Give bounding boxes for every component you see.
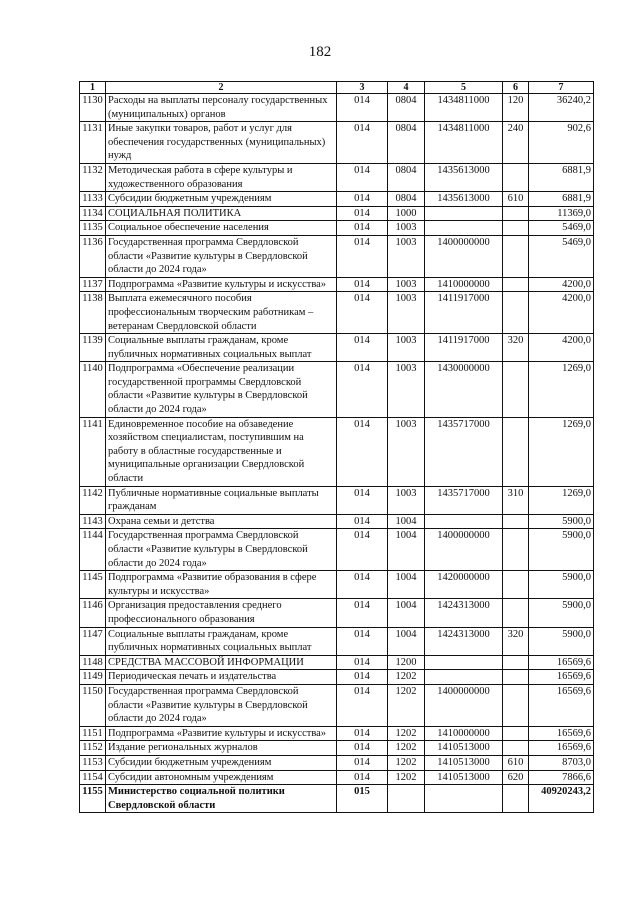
- table-body: [80, 94, 594, 813]
- table-row: [80, 417, 594, 486]
- table-row: [80, 163, 594, 191]
- table-header-row: [80, 82, 594, 94]
- row-number: 1144: [80, 529, 106, 571]
- table-row: [80, 770, 594, 785]
- row-code-3: 014: [337, 755, 388, 770]
- row-name: Субсидии бюджетным учреждениям: [106, 192, 337, 207]
- row-expense-type: [503, 529, 529, 571]
- column-header: 5: [425, 82, 503, 94]
- row-amount: 16569,6: [529, 684, 594, 726]
- row-number: 1143: [80, 514, 106, 529]
- row-code-3: 014: [337, 514, 388, 529]
- row-amount: 5469,0: [529, 221, 594, 236]
- row-expense-type: [503, 655, 529, 670]
- row-name: СРЕДСТВА МАССОВОЙ ИНФОРМАЦИИ: [106, 655, 337, 670]
- table-row: [80, 627, 594, 655]
- row-amount: 16569,6: [529, 741, 594, 756]
- row-amount: 5900,0: [529, 529, 594, 571]
- row-section: 0804: [388, 122, 425, 164]
- row-code-3: 014: [337, 192, 388, 207]
- row-expense-type: [503, 670, 529, 685]
- row-number: 1152: [80, 741, 106, 756]
- row-name: СОЦИАЛЬНАЯ ПОЛИТИКА: [106, 206, 337, 221]
- column-header: 3: [337, 82, 388, 94]
- row-code-3: 014: [337, 221, 388, 236]
- row-expense-type: [503, 741, 529, 756]
- row-section: 1004: [388, 599, 425, 627]
- row-code-3: 014: [337, 670, 388, 685]
- row-name: Социальные выплаты гражданам, кроме публичных нормативных социальных выплат: [106, 627, 337, 655]
- row-target-code: [425, 655, 503, 670]
- row-target-code: 1424313000: [425, 599, 503, 627]
- row-name: Государственная программа Свердловской области «Развитие культуры в Свердловской области до 2024 года»: [106, 529, 337, 571]
- row-number: 1140: [80, 362, 106, 417]
- row-expense-type: 310: [503, 486, 529, 514]
- row-target-code: 1411917000: [425, 334, 503, 362]
- row-expense-type: [503, 571, 529, 599]
- row-code-3: 014: [337, 292, 388, 334]
- row-amount: 8703,0: [529, 755, 594, 770]
- row-expense-type: [503, 221, 529, 236]
- row-section: 1004: [388, 529, 425, 571]
- row-amount: 16569,6: [529, 726, 594, 741]
- row-expense-type: [503, 277, 529, 292]
- row-number: 1137: [80, 277, 106, 292]
- row-target-code: 1435613000: [425, 192, 503, 207]
- row-amount: 4200,0: [529, 277, 594, 292]
- row-section: 1202: [388, 726, 425, 741]
- row-code-3: 014: [337, 486, 388, 514]
- row-expense-type: 620: [503, 770, 529, 785]
- table-row: [80, 277, 594, 292]
- table-row: [80, 785, 594, 813]
- row-number: 1136: [80, 235, 106, 277]
- row-code-3: 014: [337, 599, 388, 627]
- row-code-3: 014: [337, 726, 388, 741]
- table-row: [80, 292, 594, 334]
- table-row: [80, 206, 594, 221]
- table-row: [80, 670, 594, 685]
- row-amount: 1269,0: [529, 486, 594, 514]
- row-number: 1151: [80, 726, 106, 741]
- row-number: 1155: [80, 785, 106, 813]
- row-target-code: 1430000000: [425, 362, 503, 417]
- row-name: Субсидии автономным учреждениям: [106, 770, 337, 785]
- row-section: 1003: [388, 235, 425, 277]
- row-amount: 5900,0: [529, 514, 594, 529]
- row-number: 1148: [80, 655, 106, 670]
- row-target-code: 1435717000: [425, 417, 503, 486]
- row-target-code: 1420000000: [425, 571, 503, 599]
- row-expense-type: [503, 206, 529, 221]
- row-code-3: 014: [337, 741, 388, 756]
- row-number: 1146: [80, 599, 106, 627]
- row-amount: 1269,0: [529, 417, 594, 486]
- table-row: [80, 755, 594, 770]
- row-expense-type: [503, 684, 529, 726]
- row-target-code: 1434811000: [425, 122, 503, 164]
- row-section: 1202: [388, 684, 425, 726]
- row-expense-type: [503, 726, 529, 741]
- table-row: [80, 655, 594, 670]
- row-code-3: 014: [337, 770, 388, 785]
- row-section: 0804: [388, 192, 425, 207]
- row-expense-type: [503, 163, 529, 191]
- row-target-code: [425, 785, 503, 813]
- row-section: 1004: [388, 571, 425, 599]
- row-section: 1003: [388, 334, 425, 362]
- table-row: [80, 362, 594, 417]
- row-name: Методическая работа в сфере культуры и художественного образования: [106, 163, 337, 191]
- row-section: 1000: [388, 206, 425, 221]
- row-number: 1153: [80, 755, 106, 770]
- row-code-3: 014: [337, 163, 388, 191]
- row-amount: 5900,0: [529, 599, 594, 627]
- row-code-3: 014: [337, 122, 388, 164]
- column-header: 7: [529, 82, 594, 94]
- column-header: 6: [503, 82, 529, 94]
- row-amount: 16569,6: [529, 655, 594, 670]
- row-section: 0804: [388, 94, 425, 122]
- row-number: 1133: [80, 192, 106, 207]
- row-code-3: 014: [337, 94, 388, 122]
- row-amount: 36240,2: [529, 94, 594, 122]
- row-code-3: 014: [337, 655, 388, 670]
- row-target-code: 1410513000: [425, 770, 503, 785]
- row-section: [388, 785, 425, 813]
- row-amount: 5900,0: [529, 627, 594, 655]
- row-code-3: 014: [337, 417, 388, 486]
- column-header: 2: [106, 82, 337, 94]
- row-name: Социальные выплаты гражданам, кроме публичных нормативных социальных выплат: [106, 334, 337, 362]
- row-code-3: 014: [337, 529, 388, 571]
- row-code-3: 014: [337, 235, 388, 277]
- row-name: Периодическая печать и издательства: [106, 670, 337, 685]
- row-number: 1135: [80, 221, 106, 236]
- row-code-3: 014: [337, 571, 388, 599]
- row-target-code: 1400000000: [425, 235, 503, 277]
- row-name: Государственная программа Свердловской области «Развитие культуры в Свердловской области до 2024 года»: [106, 235, 337, 277]
- row-code-3: 014: [337, 684, 388, 726]
- table-row: [80, 726, 594, 741]
- row-number: 1147: [80, 627, 106, 655]
- row-section: 1003: [388, 277, 425, 292]
- row-name: Министерство социальной политики Свердловской области: [106, 785, 337, 813]
- row-expense-type: [503, 362, 529, 417]
- row-expense-type: [503, 417, 529, 486]
- table-row: [80, 235, 594, 277]
- row-code-3: 014: [337, 277, 388, 292]
- row-target-code: 1410513000: [425, 755, 503, 770]
- row-number: 1145: [80, 571, 106, 599]
- row-amount: 40920243,2: [529, 785, 594, 813]
- row-number: 1134: [80, 206, 106, 221]
- row-expense-type: 240: [503, 122, 529, 164]
- table-row: [80, 221, 594, 236]
- row-number: 1139: [80, 334, 106, 362]
- row-expense-type: 610: [503, 755, 529, 770]
- row-section: 1202: [388, 670, 425, 685]
- row-code-3: 014: [337, 627, 388, 655]
- row-amount: 7866,6: [529, 770, 594, 785]
- row-name: Подпрограмма «Развитие образования в сфере культуры и искусства»: [106, 571, 337, 599]
- row-name: Издание региональных журналов: [106, 741, 337, 756]
- row-section: 1003: [388, 486, 425, 514]
- row-name: Организация предоставления среднего профессионального образования: [106, 599, 337, 627]
- row-number: 1131: [80, 122, 106, 164]
- row-number: 1130: [80, 94, 106, 122]
- row-expense-type: 320: [503, 627, 529, 655]
- row-section: 1003: [388, 221, 425, 236]
- row-name: Единовременное пособие на обзаведение хозяйством специалистам, поступившим на работу в областные государственные и муниципальные организации Свердловской области: [106, 417, 337, 486]
- row-amount: 1269,0: [529, 362, 594, 417]
- row-expense-type: [503, 514, 529, 529]
- row-target-code: 1411917000: [425, 292, 503, 334]
- row-number: 1141: [80, 417, 106, 486]
- row-section: 1003: [388, 292, 425, 334]
- row-amount: 11369,0: [529, 206, 594, 221]
- row-section: 1202: [388, 741, 425, 756]
- row-expense-type: 320: [503, 334, 529, 362]
- row-amount: 902,6: [529, 122, 594, 164]
- row-target-code: 1400000000: [425, 684, 503, 726]
- table-row: [80, 192, 594, 207]
- table-row: [80, 741, 594, 756]
- table-row: [80, 514, 594, 529]
- row-expense-type: [503, 292, 529, 334]
- table-row: [80, 599, 594, 627]
- row-target-code: 1410000000: [425, 277, 503, 292]
- row-amount: 5469,0: [529, 235, 594, 277]
- row-expense-type: [503, 785, 529, 813]
- column-header: 4: [388, 82, 425, 94]
- row-expense-type: [503, 235, 529, 277]
- row-target-code: 1435613000: [425, 163, 503, 191]
- row-name: Государственная программа Свердловской области «Развитие культуры в Свердловской области до 2024 года»: [106, 684, 337, 726]
- row-amount: 4200,0: [529, 334, 594, 362]
- row-name: Выплата ежемесячного пособия профессиональным творческим работникам – ветеранам Свердловской области: [106, 292, 337, 334]
- row-expense-type: 610: [503, 192, 529, 207]
- row-number: 1154: [80, 770, 106, 785]
- table-row: [80, 334, 594, 362]
- row-target-code: 1435717000: [425, 486, 503, 514]
- row-name: Расходы на выплаты персоналу государственных (муниципальных) органов: [106, 94, 337, 122]
- row-number: 1138: [80, 292, 106, 334]
- row-code-3: 015: [337, 785, 388, 813]
- row-name: Иные закупки товаров, работ и услуг для обеспечения государственных (муниципальных) нужд: [106, 122, 337, 164]
- table-row: [80, 486, 594, 514]
- row-number: 1132: [80, 163, 106, 191]
- row-name: Подпрограмма «Обеспечение реализации государственной программы Свердловской области «Развитие культуры в Свердловской области до 2024 года»: [106, 362, 337, 417]
- budget-table: [79, 81, 594, 813]
- row-section: 1200: [388, 655, 425, 670]
- table-row: [80, 571, 594, 599]
- row-target-code: [425, 206, 503, 221]
- row-amount: 6881,9: [529, 163, 594, 191]
- row-amount: 16569,6: [529, 670, 594, 685]
- row-name: Подпрограмма «Развитие культуры и искусства»: [106, 277, 337, 292]
- table-row: [80, 122, 594, 164]
- column-header: 1: [80, 82, 106, 94]
- row-amount: 4200,0: [529, 292, 594, 334]
- row-target-code: [425, 670, 503, 685]
- table-row: [80, 684, 594, 726]
- row-number: 1149: [80, 670, 106, 685]
- row-section: 1004: [388, 627, 425, 655]
- row-section: 1202: [388, 770, 425, 785]
- row-amount: 5900,0: [529, 571, 594, 599]
- row-section: 1003: [388, 417, 425, 486]
- page-number: 182: [308, 44, 332, 60]
- row-target-code: [425, 221, 503, 236]
- row-code-3: 014: [337, 362, 388, 417]
- row-code-3: 014: [337, 206, 388, 221]
- row-expense-type: 120: [503, 94, 529, 122]
- table-row: [80, 529, 594, 571]
- row-expense-type: [503, 599, 529, 627]
- row-name: Социальное обеспечение населения: [106, 221, 337, 236]
- row-name: Публичные нормативные социальные выплаты гражданам: [106, 486, 337, 514]
- row-section: 0804: [388, 163, 425, 191]
- row-section: 1202: [388, 755, 425, 770]
- row-target-code: [425, 514, 503, 529]
- row-target-code: 1410513000: [425, 741, 503, 756]
- table-row: [80, 94, 594, 122]
- row-code-3: 014: [337, 334, 388, 362]
- row-section: 1003: [388, 362, 425, 417]
- row-number: 1150: [80, 684, 106, 726]
- row-target-code: 1410000000: [425, 726, 503, 741]
- row-target-code: 1400000000: [425, 529, 503, 571]
- row-name: Подпрограмма «Развитие культуры и искусства»: [106, 726, 337, 741]
- row-amount: 6881,9: [529, 192, 594, 207]
- row-number: 1142: [80, 486, 106, 514]
- row-section: 1004: [388, 514, 425, 529]
- row-name: Охрана семьи и детства: [106, 514, 337, 529]
- row-target-code: 1434811000: [425, 94, 503, 122]
- row-name: Субсидии бюджетным учреждениям: [106, 755, 337, 770]
- row-target-code: 1424313000: [425, 627, 503, 655]
